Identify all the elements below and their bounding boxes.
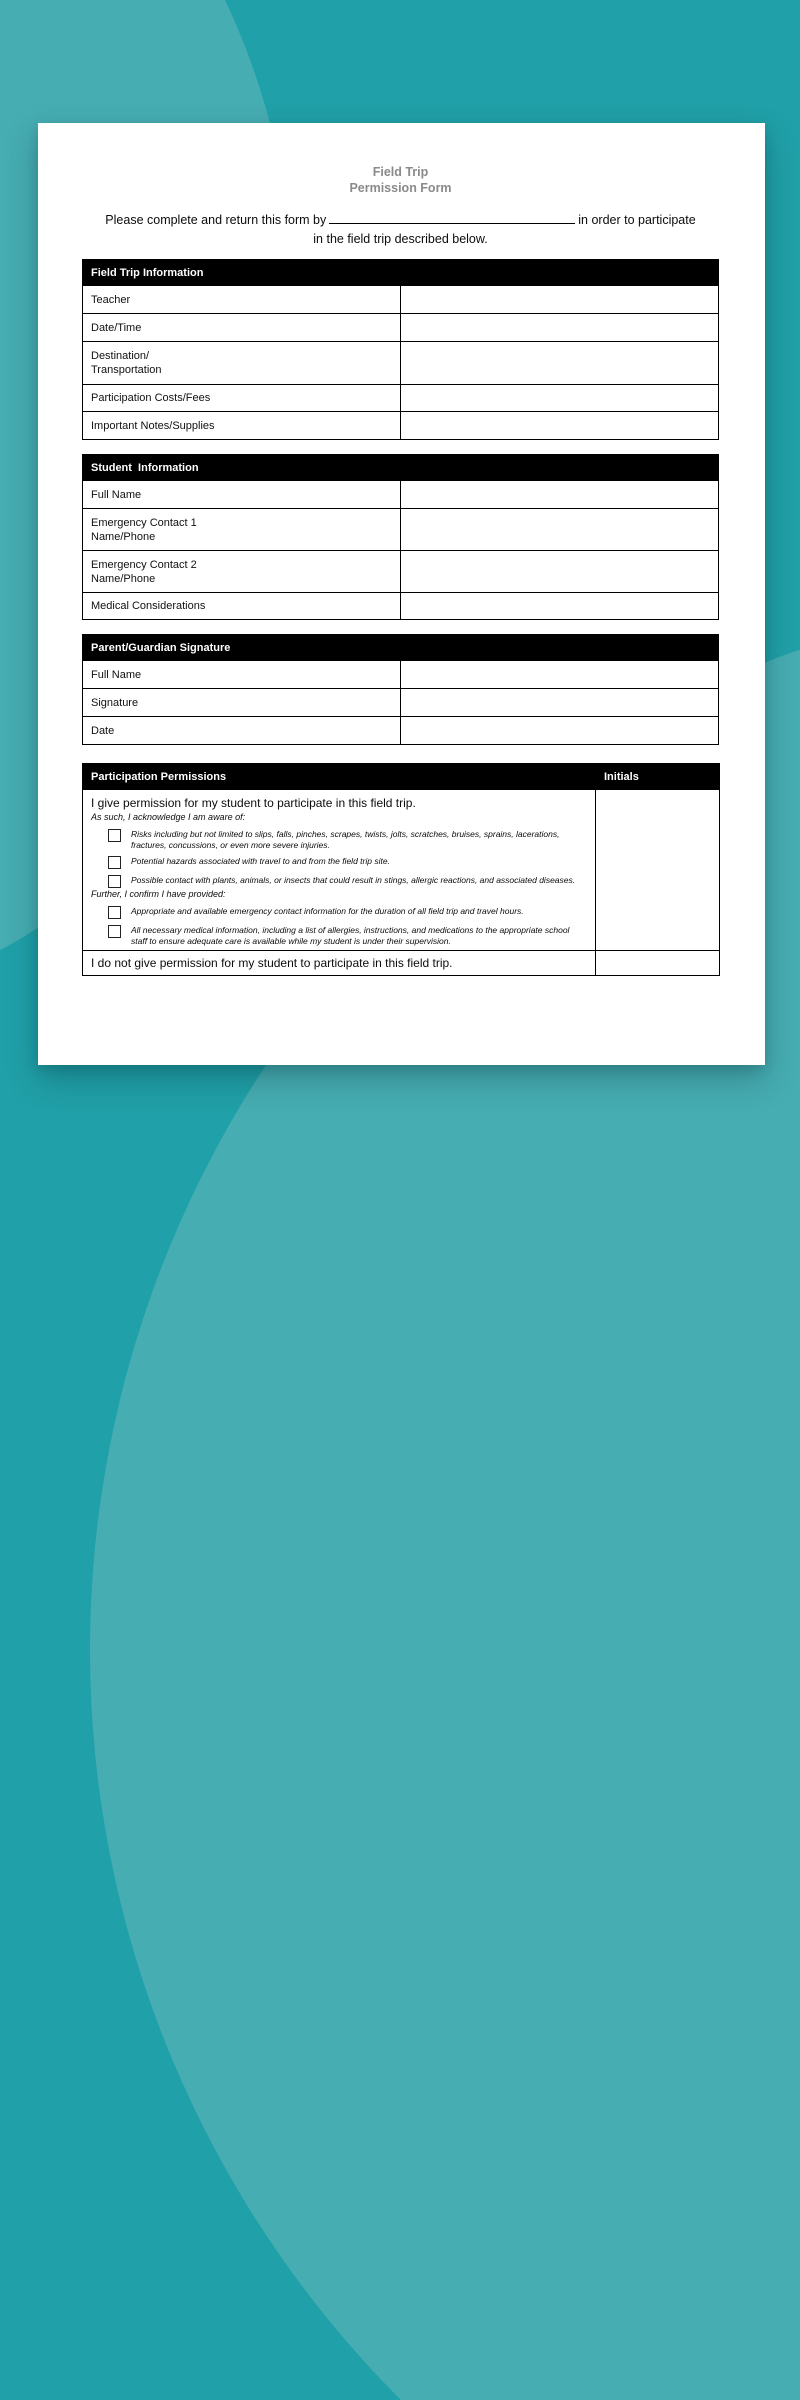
student-info-header: Student Information xyxy=(83,455,719,481)
aware-intro-text: As such, I acknowledge I am aware of: xyxy=(91,812,246,822)
emergency-contact-2-input-cell[interactable] xyxy=(401,551,719,593)
initials-cell-grant[interactable] xyxy=(596,790,720,951)
teacher-label: Teacher xyxy=(83,286,401,314)
parent-guardian-signature-table xyxy=(82,634,719,745)
table-row xyxy=(83,314,719,342)
table-row xyxy=(83,717,719,745)
guardian-full-name-input-cell[interactable] xyxy=(401,661,719,689)
emergency-contact-1-label: Emergency Contact 1 Name/Phone xyxy=(83,509,401,551)
table-row xyxy=(83,593,719,620)
checkbox-icon[interactable] xyxy=(108,829,121,842)
table-row xyxy=(83,385,719,412)
grant-permission-text: I give permission for my student to participate in this field trip. xyxy=(91,796,416,810)
confirm-intro-text: Further, I confirm I have provided: xyxy=(91,889,226,899)
checkbox-icon[interactable] xyxy=(108,856,121,869)
confirm-item xyxy=(108,925,587,946)
risk-item xyxy=(108,829,587,850)
grant-permission-row xyxy=(83,790,720,951)
table-row xyxy=(83,412,719,440)
risk-item xyxy=(108,856,587,869)
confirm-item-text: Appropriate and available emergency contact information for the duration of all field trip and travel hours. xyxy=(131,906,524,916)
date-time-input-cell[interactable] xyxy=(401,314,719,342)
field-trip-info-header: Field Trip Information xyxy=(83,260,719,286)
student-full-name-label: Full Name xyxy=(83,481,401,509)
table-row xyxy=(83,481,719,509)
table-row xyxy=(83,689,719,717)
medical-considerations-label: Medical Considerations xyxy=(83,593,401,620)
guardian-date-label: Date xyxy=(83,717,401,745)
emergency-contact-1-input-cell[interactable] xyxy=(401,509,719,551)
participation-permissions-header: Participation Permissions xyxy=(83,764,596,790)
confirm-item-text: All necessary medical information, including a list of allergies, instructions, and medications to the appropriate school staff to ensure adequate care is available while my student is under their supervision. xyxy=(131,925,570,946)
intro-line1 xyxy=(82,211,719,230)
risk-item-text: Possible contact with plants, animals, or insects that could result in stings, allergic reactions, and associated diseases. xyxy=(131,875,576,885)
important-notes-label: Important Notes/Supplies xyxy=(83,412,401,440)
checkbox-icon[interactable] xyxy=(108,875,121,888)
initials-column-header: Initials xyxy=(596,764,720,790)
intro-before-blank: Please complete and return this form by xyxy=(105,213,327,227)
checkbox-icon[interactable] xyxy=(108,906,121,919)
table-row xyxy=(83,286,719,314)
table-row xyxy=(83,551,719,593)
student-info-table xyxy=(82,454,719,620)
deny-permission-row xyxy=(83,951,720,976)
form-title-line2: Permission Form xyxy=(349,180,452,195)
intro-after-blank: in order to participate xyxy=(578,213,696,227)
field-trip-info-table xyxy=(82,259,719,440)
deny-permission-text: I do not give permission for my student to participate in this field trip. xyxy=(83,951,596,976)
teacher-input-cell[interactable] xyxy=(401,286,719,314)
form-title-line1: Field Trip xyxy=(372,165,429,179)
initials-cell-deny[interactable] xyxy=(596,951,720,976)
form-title xyxy=(82,165,719,196)
participation-permissions-table xyxy=(82,763,720,976)
risk-item-text: Potential hazards associated with travel to and from the field trip site. xyxy=(131,856,390,866)
important-notes-input-cell[interactable] xyxy=(401,412,719,440)
permission-form-document xyxy=(38,123,765,1065)
guardian-signature-input-cell[interactable] xyxy=(401,689,719,717)
risk-item-text: Risks including but not limited to slips, falls, pinches, scrapes, twists, jolts, scratches, bruises, sprains, lacerations, fractures, concussions, or even more severe injuries. xyxy=(131,829,560,850)
parent-guardian-signature-header: Parent/Guardian Signature xyxy=(83,635,719,661)
participation-costs-label: Participation Costs/Fees xyxy=(83,385,401,412)
destination-transportation-input-cell[interactable] xyxy=(401,342,719,385)
destination-transportation-label: Destination/ Transportation xyxy=(83,342,401,385)
medical-considerations-input-cell[interactable] xyxy=(401,593,719,620)
table-row xyxy=(83,661,719,689)
guardian-date-input-cell[interactable] xyxy=(401,717,719,745)
risk-item xyxy=(108,875,587,888)
confirm-item xyxy=(108,906,587,919)
date-time-label: Date/Time xyxy=(83,314,401,342)
return-date-blank[interactable] xyxy=(329,211,575,224)
intro-text xyxy=(82,211,719,249)
grant-permission-cell xyxy=(83,790,596,951)
table-row xyxy=(83,342,719,385)
intro-line2: in the field trip described below. xyxy=(313,232,488,246)
guardian-signature-label: Signature xyxy=(83,689,401,717)
table-row xyxy=(83,509,719,551)
participation-costs-input-cell[interactable] xyxy=(401,385,719,412)
emergency-contact-2-label: Emergency Contact 2 Name/Phone xyxy=(83,551,401,593)
guardian-full-name-label: Full Name xyxy=(83,661,401,689)
checkbox-icon[interactable] xyxy=(108,925,121,938)
student-full-name-input-cell[interactable] xyxy=(401,481,719,509)
